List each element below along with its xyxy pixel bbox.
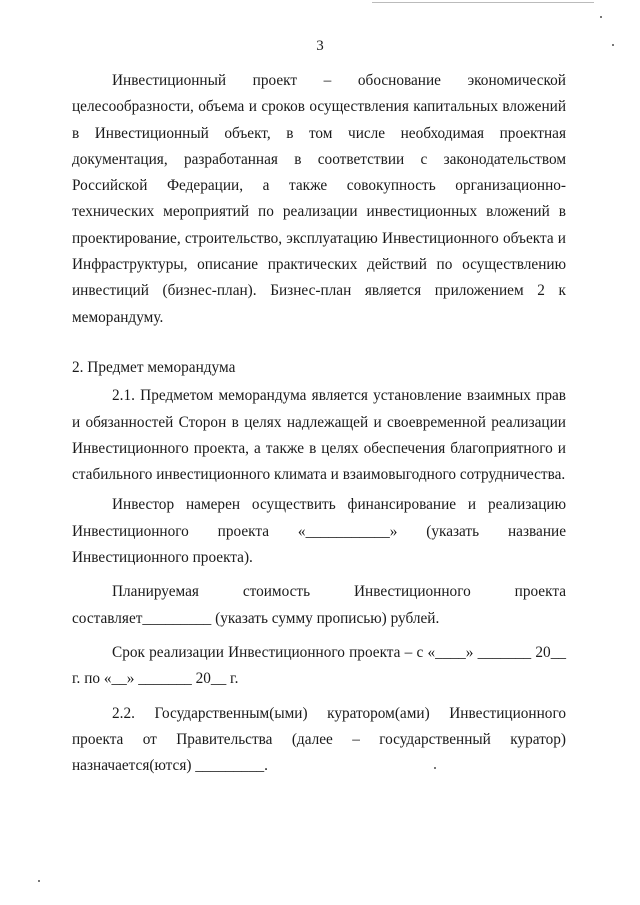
scan-dot [612, 44, 614, 46]
page-number: 3 [316, 38, 324, 54]
paragraph-implementation-term: Срок реализации Инвестиционного проекта – с «____» _______ 20__ г. по «__» _______ 20__ г. [72, 643, 566, 688]
paragraph-investment-project-definition: Инвестиционный проект – обоснование экономической целесообразности, объема и сроков осуществления капитальных вложений в Инвестиционный объект, в том числе необходимая проектная документация, разработанная в соответствии с законодательством Российской Федерации, а также совокупность организационно-технических мероприятий по реализации инвестиционных вложений в проектирование, строительство, эксплуатацию Инвестиционного объекта и Инфраструктуры, описание практических действий по осуществлению инвестиций (бизнес-план). Бизнес-план является приложением 2 к меморандуму. [72, 72, 566, 326]
paragraph-planned-cost: Планируемая стоимость Инвестиционного проекта составляет_________ (указать сумму прописью) рублей. [72, 583, 566, 627]
scan-dot [38, 880, 40, 882]
scan-dot [434, 767, 436, 769]
paragraph-2-2: 2.2. Государственным(ыми) куратором(ами) Инвестиционного проекта от Правительства (далее – государственный куратор) назначается(ются) _________. [72, 704, 566, 775]
paragraph-2-1: 2.1. Предметом меморандума является установление взаимных прав и обязанностей Сторон в целях надлежащей и своевременной реализации Инвестиционного проекта, а также в целях обеспечения благоприятного и стабильного инвестиционного климата и взаимовыгодного сотрудничества. [72, 387, 566, 484]
document-body [72, 68, 566, 779]
section-title: 2. Предмет меморандума [72, 358, 236, 376]
scan-line-top [372, 2, 594, 3]
paragraph-investor-intent: Инвестор намерен осуществить финансирование и реализацию Инвестиционного проекта «___________» (указать название Инвестиционного проекта). [72, 496, 566, 567]
scan-dot [600, 16, 602, 18]
